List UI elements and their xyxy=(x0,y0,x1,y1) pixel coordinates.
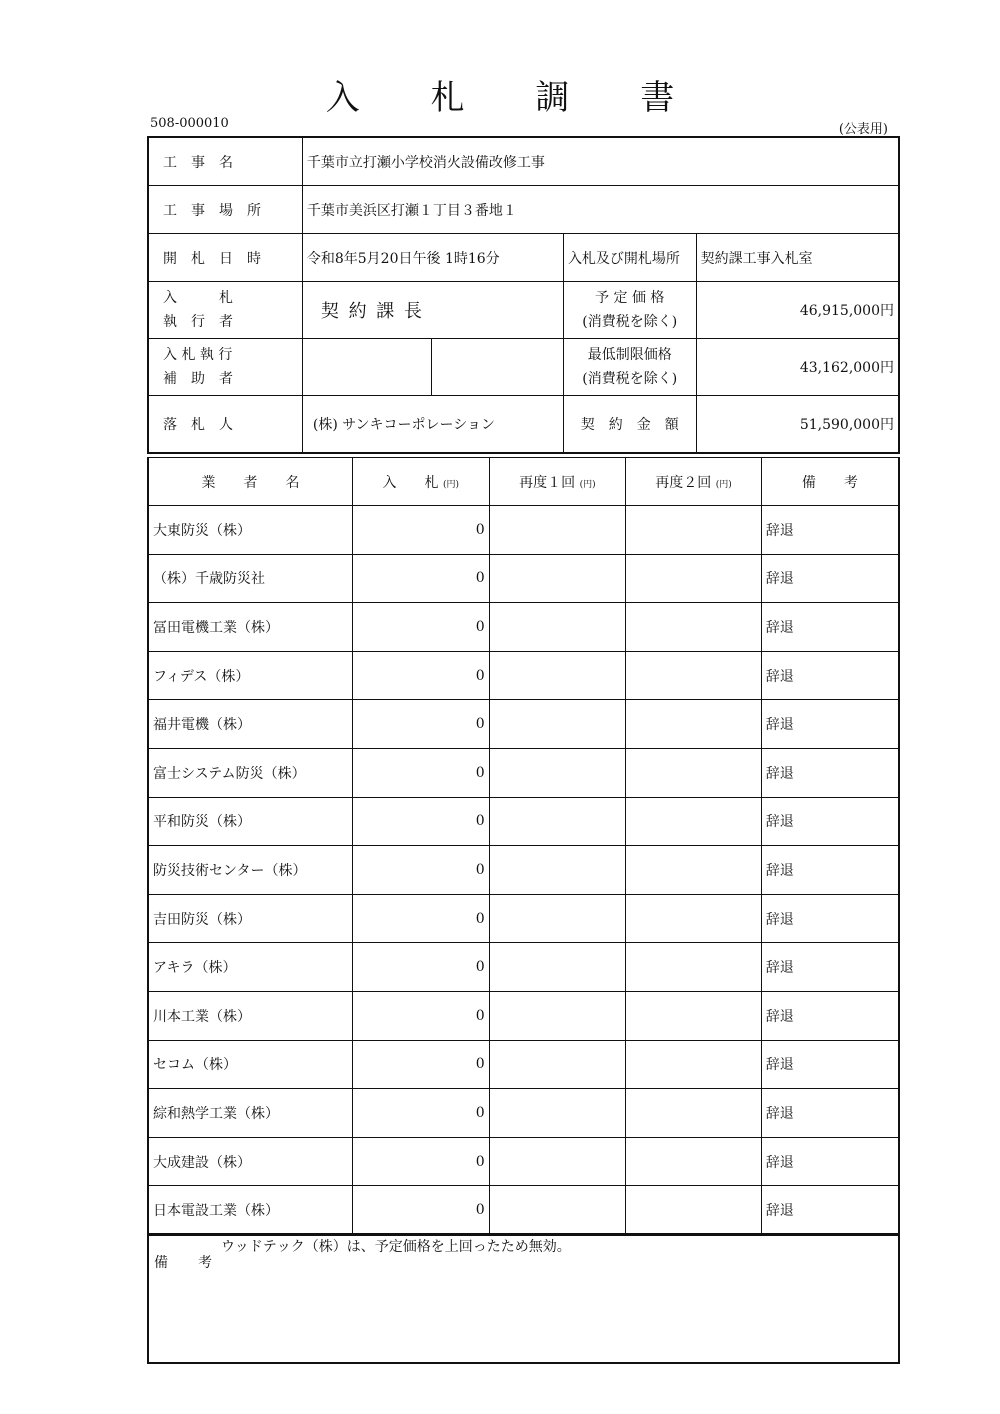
bid-note: 辞退 xyxy=(761,748,899,797)
opening-datetime: 令和8年5月20日午後 1時16分 xyxy=(302,234,563,282)
bid-note: 辞退 xyxy=(761,943,899,992)
bid-amount: 0 xyxy=(352,748,489,797)
rebid1-amount xyxy=(489,554,626,603)
rebid2-amount xyxy=(626,1040,762,1089)
company-name: 綜和熱学工業（株） xyxy=(148,1089,352,1138)
bid-row xyxy=(148,943,899,992)
header-bid-unit: (円) xyxy=(442,479,460,490)
bid-row xyxy=(148,603,899,652)
bid-row xyxy=(148,846,899,895)
bid-note: 辞退 xyxy=(761,797,899,846)
rebid2-amount xyxy=(626,1089,762,1138)
rebid1-amount xyxy=(489,748,626,797)
bid-amount: 0 xyxy=(352,1040,489,1089)
header-bid xyxy=(352,458,489,506)
rebid1-amount xyxy=(489,1186,626,1235)
rebid2-amount xyxy=(626,748,762,797)
bid-amount: 0 xyxy=(352,846,489,895)
company-name: 吉田防災（株） xyxy=(148,894,352,943)
header-rebid2-unit: (円) xyxy=(715,479,732,490)
rebid2-amount xyxy=(626,1186,762,1235)
bid-note: 辞退 xyxy=(761,1040,899,1089)
place: 契約課工事入札室 xyxy=(696,234,899,282)
bid-row xyxy=(148,894,899,943)
rebid2-amount xyxy=(626,943,762,992)
header-company: 業 者 名 xyxy=(148,458,352,506)
planned-price-label-line1: 予 定 価 格 xyxy=(595,290,665,306)
winner: (株) サンキコーポレーション xyxy=(302,396,563,454)
header-note: 備 考 xyxy=(761,458,899,506)
assistant-label-line1: 入 札 執 行 xyxy=(163,347,233,363)
remarks-text: ウッドテック（株）は、予定価格を上回ったため無効。 xyxy=(221,1239,571,1255)
min-price-label-line2: (消費税を除く) xyxy=(582,371,678,387)
bid-rows xyxy=(148,506,899,1235)
bid-row xyxy=(148,506,899,555)
remarks-label xyxy=(154,1252,212,1272)
header-rebid2 xyxy=(626,458,762,506)
planned-price-label-line2: (消費税を除く) xyxy=(582,314,678,330)
rebid1-amount xyxy=(489,603,626,652)
bid-amount: 0 xyxy=(352,943,489,992)
location-label: 工 事 場 所 xyxy=(148,186,302,234)
bid-note: 辞退 xyxy=(761,894,899,943)
min-price-label xyxy=(563,339,696,396)
company-name: （株）千歳防災社 xyxy=(148,554,352,603)
place-label: 入札及び開札場所 xyxy=(563,234,696,282)
bid-row xyxy=(148,1186,899,1235)
bid-amount: 0 xyxy=(352,651,489,700)
bid-note: 辞退 xyxy=(761,651,899,700)
remarks-box xyxy=(147,1233,900,1364)
bid-row xyxy=(148,554,899,603)
rebid2-amount xyxy=(626,603,762,652)
executor-label-line2: 執 行 者 xyxy=(163,314,233,330)
location: 千葉市美浜区打瀬１丁目３番地１ xyxy=(302,186,899,234)
rebid2-amount xyxy=(626,651,762,700)
bid-amount: 0 xyxy=(352,700,489,749)
rebid2-amount xyxy=(626,1137,762,1186)
executor-label-line1: 入 札 xyxy=(163,290,233,306)
header-rebid1 xyxy=(489,458,626,506)
contract-label: 契 約 金 額 xyxy=(563,396,696,454)
bid-table xyxy=(147,457,900,1236)
header-rebid1-label: 再度１回 xyxy=(519,474,576,491)
rebid1-amount xyxy=(489,846,626,895)
document-title: 入 札 調 書 xyxy=(325,78,705,118)
company-name: 日本電設工業（株） xyxy=(148,1186,352,1235)
construction-name: 千葉市立打瀬小学校消火設備改修工事 xyxy=(302,137,899,186)
assistant-2 xyxy=(431,339,563,396)
company-name: セコム（株） xyxy=(148,1040,352,1089)
planned-price: 46,915,000円 xyxy=(696,282,899,339)
bid-amount: 0 xyxy=(352,797,489,846)
public-label: (公表用) xyxy=(838,122,888,137)
remarks-label-1: 備 xyxy=(154,1255,168,1271)
bid-note: 辞退 xyxy=(761,991,899,1040)
opening-label: 開 札 日 時 xyxy=(148,234,302,282)
rebid1-amount xyxy=(489,700,626,749)
bid-note: 辞退 xyxy=(761,700,899,749)
planned-price-label xyxy=(563,282,696,339)
bid-amount: 0 xyxy=(352,1137,489,1186)
rebid1-amount xyxy=(489,506,626,555)
rebid1-amount xyxy=(489,943,626,992)
company-name: 平和防災（株） xyxy=(148,797,352,846)
bid-row xyxy=(148,1137,899,1186)
company-name: 富士システム防災（株） xyxy=(148,748,352,797)
contract-amount: 51,590,000円 xyxy=(696,396,899,454)
assistant-label xyxy=(148,339,302,396)
bid-row xyxy=(148,991,899,1040)
rebid1-amount xyxy=(489,1137,626,1186)
bid-row xyxy=(148,748,899,797)
bid-row xyxy=(148,797,899,846)
construction-name-label: 工 事 名 xyxy=(148,137,302,186)
bid-note: 辞退 xyxy=(761,846,899,895)
rebid1-amount xyxy=(489,991,626,1040)
bid-note: 辞退 xyxy=(761,1089,899,1138)
executor: 契 約 課 長 xyxy=(302,282,563,339)
bid-amount: 0 xyxy=(352,1186,489,1235)
assistant-label-line2: 補 助 者 xyxy=(163,371,233,387)
bid-note: 辞退 xyxy=(761,1186,899,1235)
bid-note: 辞退 xyxy=(761,603,899,652)
executor-label xyxy=(148,282,302,339)
rebid2-amount xyxy=(626,554,762,603)
bid-amount: 0 xyxy=(352,1089,489,1138)
company-name: 冨田電機工業（株） xyxy=(148,603,352,652)
bid-amount: 0 xyxy=(352,603,489,652)
company-name: 福井電機（株） xyxy=(148,700,352,749)
rebid2-amount xyxy=(626,700,762,749)
bid-amount: 0 xyxy=(352,991,489,1040)
rebid1-amount xyxy=(489,651,626,700)
bid-row xyxy=(148,1040,899,1089)
company-name: フィデス（株） xyxy=(148,651,352,700)
rebid2-amount xyxy=(626,846,762,895)
bid-note: 辞退 xyxy=(761,554,899,603)
company-name: 大成建設（株） xyxy=(148,1137,352,1186)
min-price-label-line1: 最低制限価格 xyxy=(587,347,672,363)
min-price: 43,162,000円 xyxy=(696,339,899,396)
bid-amount: 0 xyxy=(352,554,489,603)
assistant-1 xyxy=(302,339,431,396)
rebid2-amount xyxy=(626,991,762,1040)
rebid1-amount xyxy=(489,1040,626,1089)
company-name: 川本工業（株） xyxy=(148,991,352,1040)
bid-amount: 0 xyxy=(352,506,489,555)
rebid1-amount xyxy=(489,894,626,943)
bid-note: 辞退 xyxy=(761,506,899,555)
header-rebid2-label: 再度２回 xyxy=(655,474,712,491)
summary-table xyxy=(147,136,900,454)
document-number: 508-000010 xyxy=(150,116,229,131)
company-name: アキラ（株） xyxy=(148,943,352,992)
bid-note: 辞退 xyxy=(761,1137,899,1186)
rebid1-amount xyxy=(489,1089,626,1138)
rebid2-amount xyxy=(626,797,762,846)
header-rebid1-unit: (円) xyxy=(579,479,596,490)
bid-amount: 0 xyxy=(352,894,489,943)
bid-row xyxy=(148,651,899,700)
winner-label: 落 札 人 xyxy=(148,396,302,454)
remarks-label-2: 考 xyxy=(198,1255,212,1271)
rebid2-amount xyxy=(626,506,762,555)
header-bid-label: 入 札 xyxy=(382,474,439,491)
company-name: 防災技術センター（株） xyxy=(148,846,352,895)
rebid1-amount xyxy=(489,797,626,846)
bid-row xyxy=(148,1089,899,1138)
company-name: 大東防災（株） xyxy=(148,506,352,555)
bid-row xyxy=(148,700,899,749)
rebid2-amount xyxy=(626,894,762,943)
